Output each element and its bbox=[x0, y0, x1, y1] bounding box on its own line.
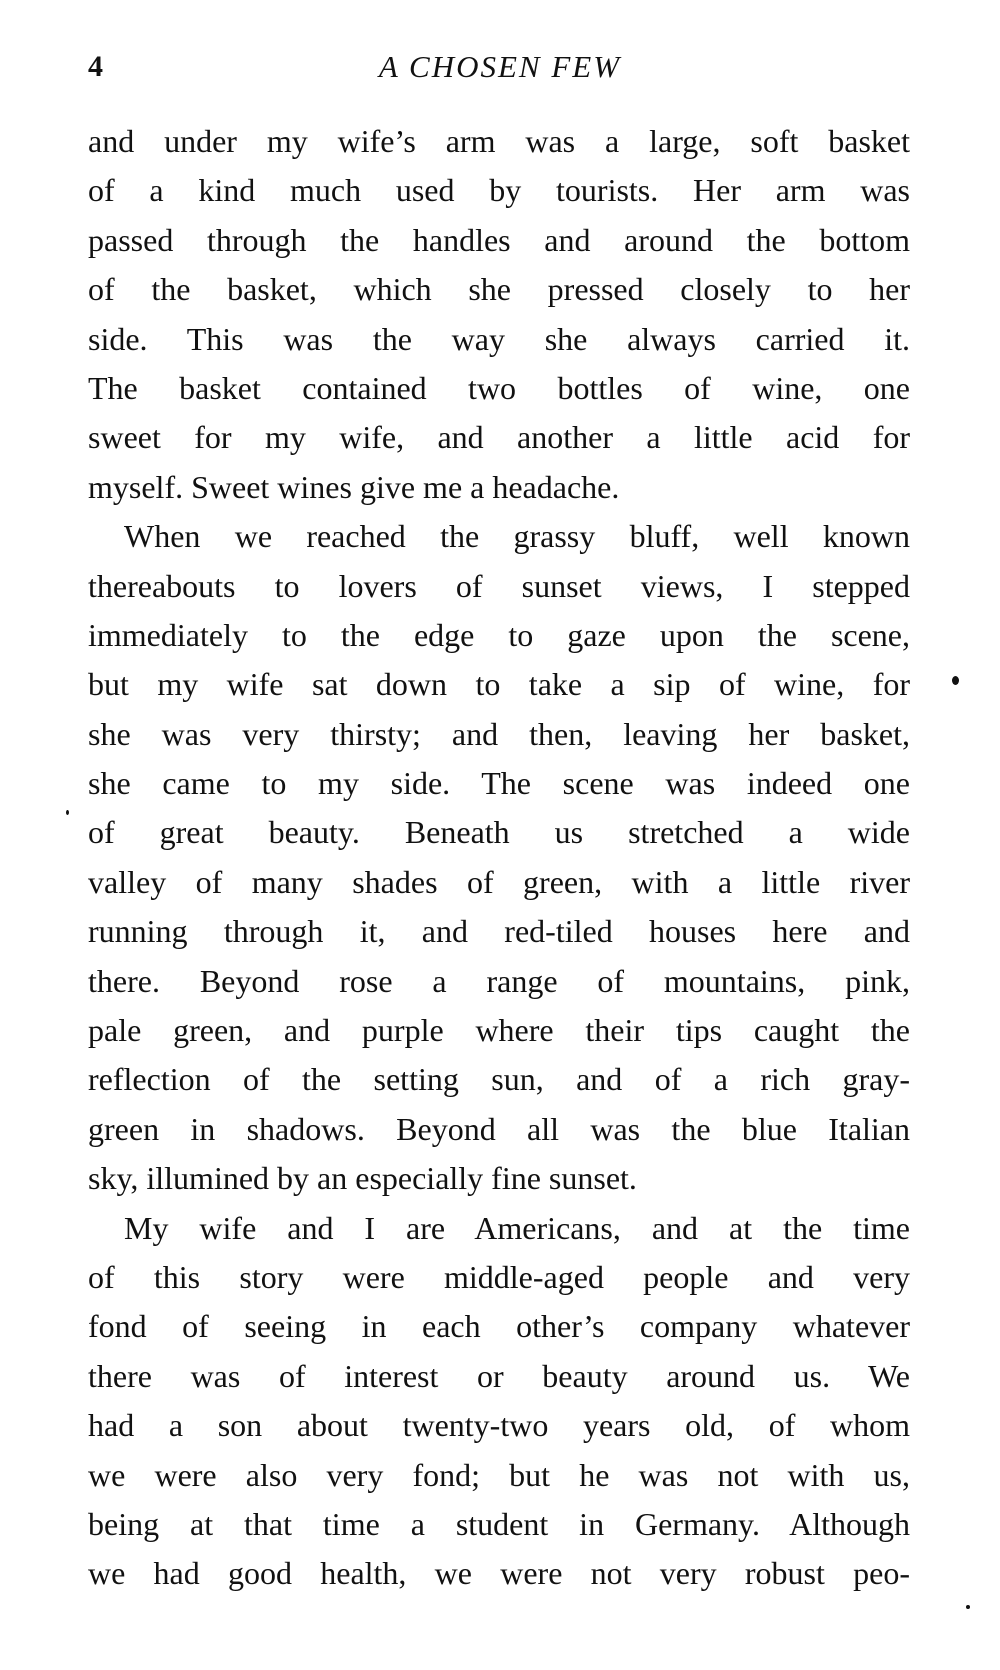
text-line: there was of interest or beauty around us. We bbox=[88, 1357, 910, 1394]
text-line: running through it, and red-tiled houses here and bbox=[88, 913, 910, 950]
scan-speck bbox=[66, 810, 69, 815]
text-line: of the basket, which she pressed closely to her bbox=[88, 271, 910, 308]
text-line: of this story were middle-aged people and very bbox=[88, 1258, 910, 1295]
text-line: we had good health, we were not very robust peo- bbox=[88, 1555, 910, 1592]
text-line: being at that time a student in Germany. Although bbox=[88, 1505, 910, 1542]
text-line: immediately to the edge to gaze upon the scene, bbox=[88, 616, 910, 653]
text-line: sky, illumined by an especially fine sunset. bbox=[88, 1160, 637, 1197]
text-line: passed through the handles and around the bottom bbox=[88, 221, 910, 258]
scan-speck bbox=[952, 676, 959, 685]
text-line: of great beauty. Beneath us stretched a wide bbox=[88, 814, 910, 851]
text-line: sweet for my wife, and another a little acid for bbox=[88, 419, 910, 456]
text-line: valley of many shades of green, with a little river bbox=[88, 863, 910, 900]
running-title: A CHOSEN FEW bbox=[378, 49, 622, 84]
body-text bbox=[88, 117, 910, 1599]
text-line: and under my wife’s arm was a large, soft basket bbox=[88, 123, 910, 159]
text-line: had a son about twenty-two years old, of whom bbox=[88, 1407, 910, 1444]
text-line: The basket contained two bottles of wine, one bbox=[88, 369, 910, 406]
text-line: there. Beyond rose a range of mountains, pink, bbox=[88, 962, 910, 999]
text-line: reflection of the setting sun, and of a rich gray- bbox=[88, 1061, 910, 1098]
text-line: fond of seeing in each other’s company whatever bbox=[88, 1308, 910, 1345]
scan-speck bbox=[966, 1605, 970, 1609]
page-number: 4 bbox=[88, 50, 103, 83]
text-line: thereabouts to lovers of sunset views, I stepped bbox=[88, 567, 910, 604]
text-line: she was very thirsty; and then, leaving her basket, bbox=[88, 715, 910, 752]
text-line: pale green, and purple where their tips caught the bbox=[88, 1012, 910, 1049]
text-line: but my wife sat down to take a sip of wine, for bbox=[88, 666, 910, 703]
text-line: green in shadows. Beyond all was the blue Italian bbox=[88, 1110, 910, 1147]
text-line: side. This was the way she always carried it. bbox=[88, 320, 910, 357]
text-line: When we reached the grassy bluff, well known bbox=[124, 518, 910, 555]
text-line: of a kind much used by tourists. Her arm was bbox=[88, 172, 910, 209]
text-line: My wife and I are Americans, and at the time bbox=[124, 1209, 910, 1246]
text-line: we were also very fond; but he was not with us, bbox=[88, 1456, 910, 1493]
text-line: myself. Sweet wines give me a headache. bbox=[88, 468, 620, 505]
text-line: she came to my side. The scene was indeed one bbox=[88, 765, 910, 802]
